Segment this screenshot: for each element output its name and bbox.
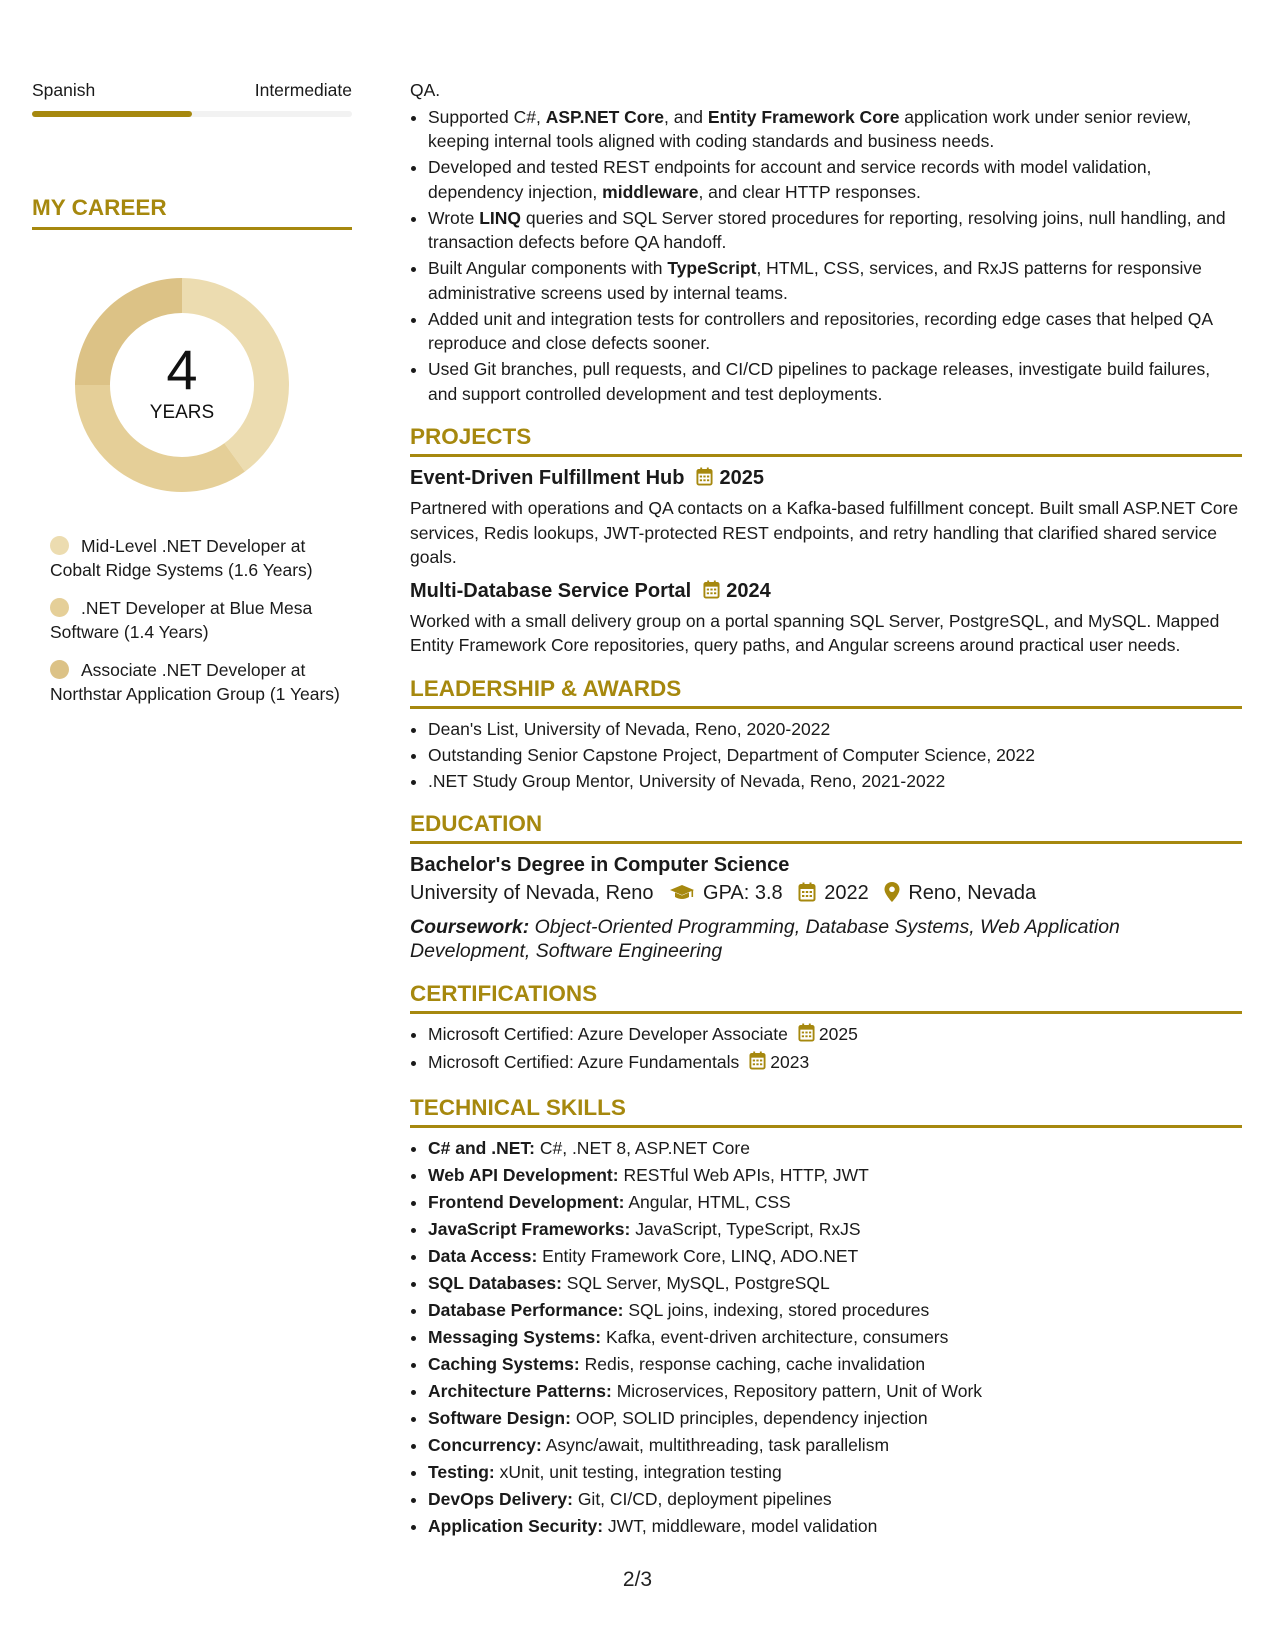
bullet-text: Supported C#, <box>428 106 546 127</box>
leadership-item <box>428 743 1242 768</box>
certifications-list <box>410 1022 1242 1077</box>
career-label: .NET Developer at Blue Mesa Software (1.4 Years) <box>50 598 313 642</box>
skill-label: Messaging Systems: <box>428 1326 602 1347</box>
career-item <box>50 658 350 706</box>
location-pin-icon <box>884 881 900 911</box>
skill-label: Frontend Development: <box>428 1191 625 1212</box>
certification-item <box>428 1050 1242 1077</box>
skill-value: C#, .NET 8, ASP.NET Core <box>539 1137 750 1158</box>
skill-item <box>428 1244 1242 1269</box>
leadership-item <box>428 769 1242 794</box>
calendar-icon <box>696 467 713 493</box>
skill-label: Architecture Patterns: <box>428 1380 612 1401</box>
project-year: 2024 <box>726 579 771 602</box>
graduation-cap-icon <box>669 881 695 911</box>
leadership-text: .NET Study Group Mentor, University of Nevada, Reno, 2021-2022 <box>428 770 946 791</box>
skill-label: Concurrency: <box>428 1434 542 1455</box>
bullet-text: Built Angular components with <box>428 258 668 278</box>
leadership-heading: LEADERSHIP & AWARDS <box>410 675 1242 709</box>
career-total-years: 4 <box>166 338 198 401</box>
language-row <box>32 80 352 101</box>
skill-item <box>428 1514 1242 1539</box>
skill-value: RESTful Web APIs, HTTP, JWT <box>623 1164 869 1185</box>
skill-item <box>428 1163 1242 1188</box>
education-location: Reno, Nevada <box>908 882 1037 904</box>
skill-value: JavaScript, TypeScript, RxJS <box>635 1218 861 1239</box>
legend-dot <box>50 598 69 617</box>
skill-value: xUnit, unit testing, integration testing <box>499 1461 782 1482</box>
project-title-row <box>410 578 1242 606</box>
sidebar <box>32 80 352 720</box>
project-description: Worked with a small delivery group on a portal spanning SQL Server, PostgreSQL, and MySQL. Mapped Entity Framework Core repositories, query paths, and Angular screens around practical user needs. <box>410 610 1220 655</box>
skill-item <box>428 1352 1242 1377</box>
skill-label: C# and .NET: <box>428 1137 535 1158</box>
legend-dot <box>50 660 69 679</box>
donut-center <box>67 338 297 424</box>
career-donut-chart <box>67 270 297 500</box>
bold-keyword: middleware <box>602 181 699 202</box>
education-gpa: GPA: 3.8 <box>703 882 783 904</box>
career-label: Associate .NET Developer at Northstar Application Group (1 Years) <box>50 660 340 704</box>
certification-item <box>428 1022 1242 1049</box>
skill-label: JavaScript Frameworks: <box>428 1218 631 1239</box>
project-title-row <box>410 465 1242 493</box>
skill-item <box>428 1217 1242 1242</box>
bullet-text: , and <box>664 106 708 127</box>
experience-bullet <box>428 155 1242 204</box>
skills-heading: TECHNICAL SKILLS <box>410 1094 1242 1128</box>
bold-keyword: LINQ <box>479 207 522 228</box>
skill-label: SQL Databases: <box>428 1272 562 1293</box>
bullet-text: Wrote <box>428 207 480 228</box>
skill-label: DevOps Delivery: <box>428 1488 573 1509</box>
experience-continued-text: QA. <box>410 80 441 100</box>
skill-item <box>428 1325 1242 1350</box>
calendar-icon <box>749 1051 766 1077</box>
skill-label: Application Security: <box>428 1515 604 1536</box>
education-heading: EDUCATION <box>410 810 1242 844</box>
bold-keyword: Entity Framework Core <box>707 106 900 127</box>
skill-label: Data Access: <box>428 1245 538 1266</box>
skill-item <box>428 1406 1242 1431</box>
project-title: Multi-Database Service Portal <box>410 579 692 602</box>
project-description: Partnered with operations and QA contacts on a Kafka-based fulfillment concept. Built small ASP.NET Core services, Redis lookups, JWT-protected REST endpoints, and retry handling that clarified shared service goals. <box>410 498 1239 567</box>
page-number: 2/3 <box>622 1568 653 1591</box>
leadership-text: Outstanding Senior Capstone Project, Department of Computer Science, 2022 <box>428 744 1036 765</box>
language-proficiency-fill <box>32 111 192 117</box>
skill-label: Testing: <box>428 1461 495 1482</box>
career-heading: MY CAREER <box>32 195 352 230</box>
skill-item <box>428 1271 1242 1296</box>
skill-value: Entity Framework Core, LINQ, ADO.NET <box>542 1245 859 1266</box>
skill-value: Kafka, event-driven architecture, consumers <box>606 1326 949 1347</box>
project-title: Event-Driven Fulfillment Hub <box>410 467 685 489</box>
skill-value: OOP, SOLID principles, dependency injection <box>575 1407 928 1428</box>
skill-value: SQL Server, MySQL, PostgreSQL <box>566 1272 830 1293</box>
projects-list <box>410 465 1242 658</box>
career-label: Mid-Level .NET Developer at Cobalt Ridge Systems (1.6 Years) <box>50 536 313 580</box>
experience-bullets <box>410 105 1242 407</box>
education-details <box>410 878 1242 911</box>
skill-item <box>428 1190 1242 1215</box>
bullet-text: Added unit and integration tests for controllers and repositories, recording edge cases that helped QA reproduce and close defects sooner. <box>428 308 1213 353</box>
certification-name: Microsoft Certified: Azure Developer Associate <box>428 1024 788 1044</box>
skill-item <box>428 1298 1242 1323</box>
skill-value: SQL joins, indexing, stored procedures <box>628 1299 930 1320</box>
career-legend <box>32 534 350 706</box>
career-item <box>50 596 350 644</box>
skill-value: Git, CI/CD, deployment pipelines <box>577 1488 832 1509</box>
leadership-text: Dean's List, University of Nevada, Reno, 2020-2022 <box>428 718 831 739</box>
skills-list <box>410 1136 1242 1539</box>
career-years-label: YEARS <box>149 402 215 423</box>
skill-value: Microservices, Repository pattern, Unit of Work <box>616 1380 983 1401</box>
language-level: Intermediate <box>254 80 352 100</box>
coursework-label: Coursework: <box>410 916 530 938</box>
legend-dot <box>50 536 69 555</box>
education-coursework <box>410 915 1242 963</box>
certifications-heading: CERTIFICATIONS <box>410 980 1242 1014</box>
bold-keyword: TypeScript <box>667 258 757 278</box>
experience-bullet <box>428 105 1242 154</box>
language-name: Spanish <box>32 80 96 100</box>
certification-name: Microsoft Certified: Azure Fundamentals <box>428 1052 740 1072</box>
leadership-item <box>428 717 1242 742</box>
skill-value: JWT, middleware, model validation <box>607 1515 878 1536</box>
experience-bullet <box>428 206 1242 255</box>
skill-item <box>428 1460 1242 1485</box>
bold-keyword: ASP.NET Core <box>545 106 665 127</box>
bullet-text: queries and SQL Server stored procedures for reporting, resolving joins, null handling, and transaction defects before QA handoff. <box>428 207 1226 252</box>
bullet-text: application work under senior review, keeping internal tools aligned with coding standards and business needs. <box>428 106 1192 151</box>
language-proficiency-bar <box>32 111 352 117</box>
experience-bullet <box>428 256 1242 305</box>
certification-year: 2025 <box>818 1024 858 1044</box>
bullet-text: Developed and tested REST endpoints for account and service records with model validation, dependency injection, <box>428 157 1152 202</box>
skill-value: Redis, response caching, cache invalidation <box>584 1353 926 1374</box>
skill-label: Database Performance: <box>428 1299 624 1320</box>
skill-value: Async/await, multithreading, task parallelism <box>545 1434 890 1455</box>
education-degree: Bachelor's Degree in Computer Science <box>410 854 790 876</box>
education-school: University of Nevada, Reno <box>410 882 654 904</box>
calendar-icon <box>798 1023 815 1049</box>
education-year: 2022 <box>824 882 869 904</box>
coursework-text: Object-Oriented Programming, Database Systems, Web Application Development, Software Engineering <box>410 916 1120 962</box>
experience-bullet <box>428 357 1242 406</box>
skill-label: Caching Systems: <box>428 1353 580 1374</box>
skill-item <box>428 1433 1242 1458</box>
calendar-icon <box>798 881 816 911</box>
main-content <box>410 78 1242 1541</box>
experience-bullet <box>428 307 1242 356</box>
bullet-text: , HTML, CSS, services, and RxJS patterns for responsive administrative screens used by internal teams. <box>428 258 1202 303</box>
skill-label: Software Design: <box>428 1407 571 1428</box>
bullet-text: Used Git branches, pull requests, and CI/CD pipelines to package releases, investigate build failures, and support controlled development and test deployments. <box>428 359 1211 404</box>
skill-item <box>428 1379 1242 1404</box>
leadership-list <box>410 717 1242 794</box>
projects-heading: PROJECTS <box>410 423 1242 457</box>
skill-item <box>428 1136 1242 1161</box>
skill-label: Web API Development: <box>428 1164 619 1185</box>
project-year: 2025 <box>719 467 764 489</box>
career-item <box>50 534 350 582</box>
bullet-text: , and clear HTTP responses. <box>698 181 921 202</box>
certification-year: 2023 <box>770 1052 810 1072</box>
calendar-icon <box>703 580 720 606</box>
skill-value: Angular, HTML, CSS <box>628 1191 791 1212</box>
skill-item <box>428 1487 1242 1512</box>
